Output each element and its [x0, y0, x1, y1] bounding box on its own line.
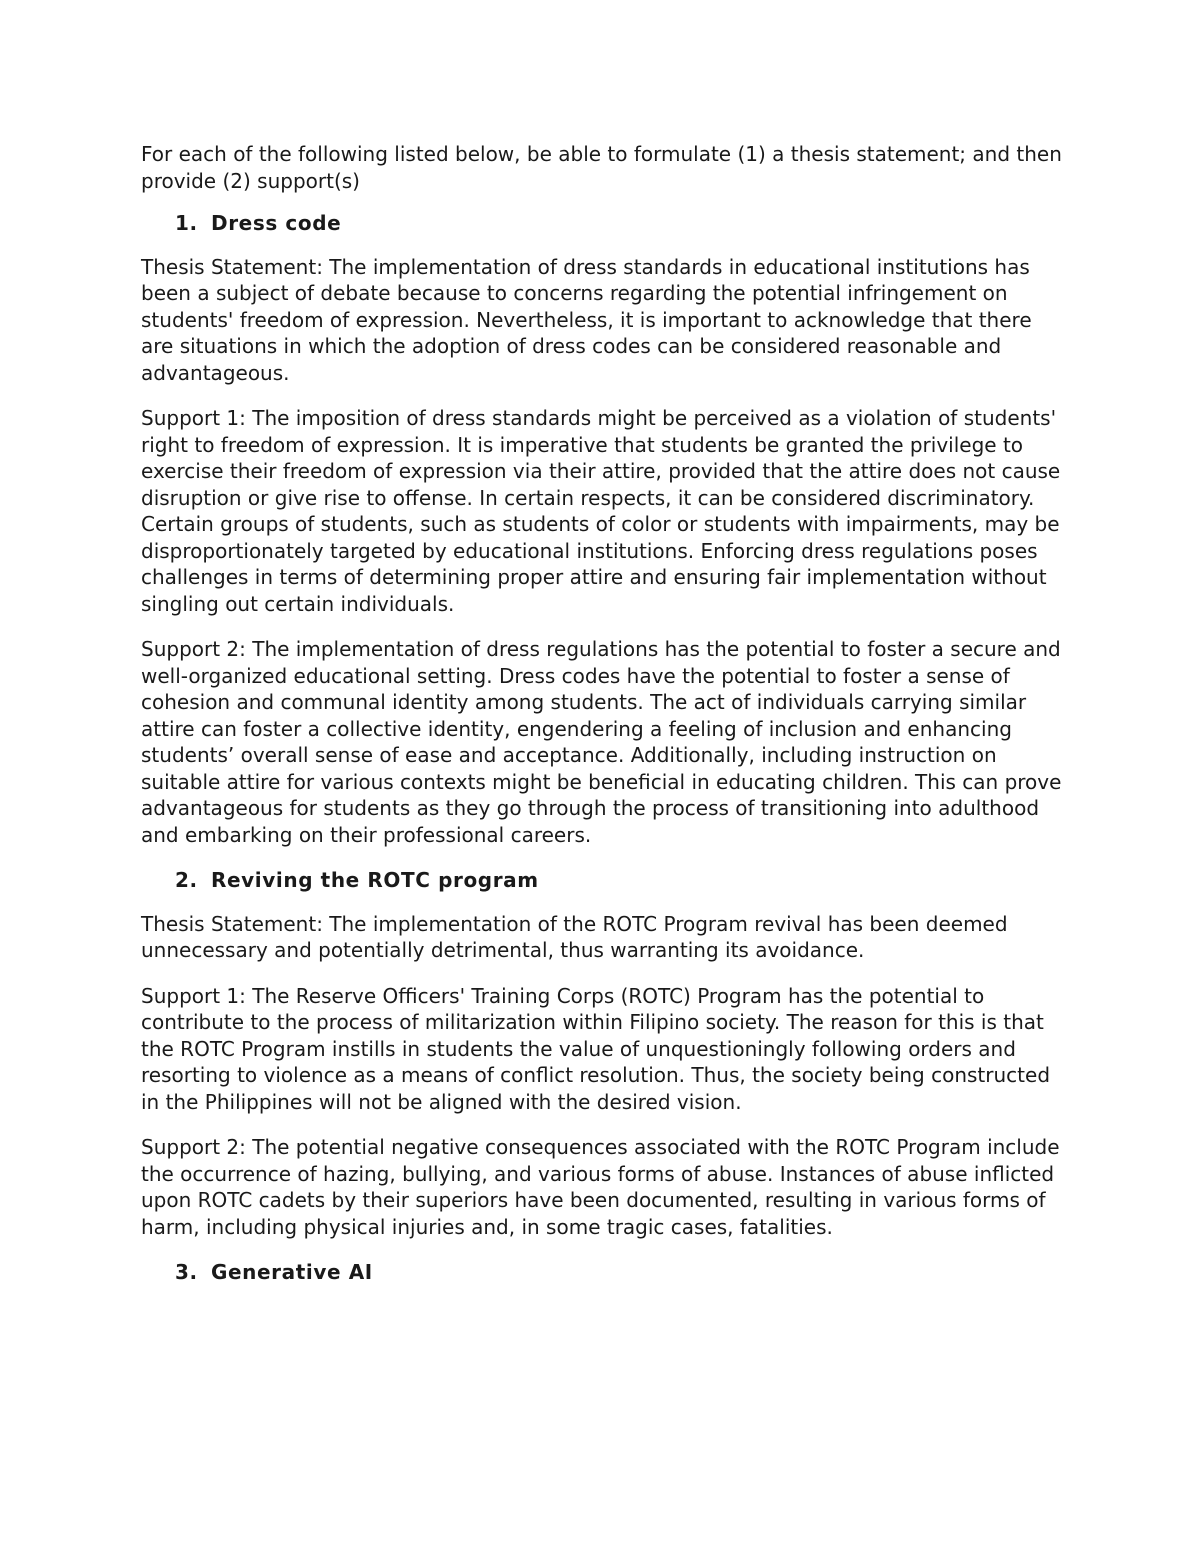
- support-2: Support 2: The potential negative consequences associated with the ROTC Program include the occurrence of hazing, bullying, and various forms of abuse. Instances of abuse inflicted upon ROTC cadets by their superiors have been documented, resulting in various forms of harm, including physical injuries and, in some tragic cases, fatalities.: [141, 1135, 1060, 1239]
- section-heading: [141, 1259, 1066, 1286]
- section-generative-ai: [141, 1259, 1066, 1286]
- section-heading: [141, 867, 1066, 894]
- section-title: Dress code: [211, 211, 342, 235]
- intro-paragraph: For each of the following listed below, be able to formulate (1) a thesis statement; and then provide (2) support(s): [141, 142, 1062, 193]
- document-body: [141, 141, 1066, 1303]
- section-rotc: [141, 867, 1066, 1240]
- support-2: Support 2: The implementation of dress regulations has the potential to foster a secure and well-organized educational setting. Dress codes have the potential to foster a sense of cohesion and communal identity among students. The act of individuals carrying similar attire can foster a collective identity, engendering a feeling of inclusion and enhancing students’ overall sense of ease and acceptance. Additionally, including instruction on suitable attire for various contexts might be beneficial in educating children. This can prove advantageous for students as they go through the process of transitioning into adulthood and embarking on their professional careers.: [141, 637, 1062, 847]
- section-number: 1.: [175, 211, 198, 235]
- thesis-statement: Thesis Statement: The implementation of the ROTC Program revival has been deemed unnecessary and potentially detrimental, thus warranting its avoidance.: [141, 911, 1008, 962]
- support-1: Support 1: The imposition of dress standards might be perceived as a violation of students' right to freedom of expression. It is imperative that students be granted the privilege to exercise their freedom of expression via their attire, provided that the attire does not cause disruption or give rise to offense. In certain respects, it can be considered discriminatory. Certain groups of students, such as students of color or students with impairments, may be disproportionately targeted by educational institutions. Enforcing dress regulations poses challenges in terms of determining proper attire and ensuring fair implementation without singling out certain individuals.: [141, 406, 1061, 616]
- section-dress-code: [141, 210, 1066, 848]
- section-title: Reviving the ROTC program: [211, 868, 539, 892]
- support-1: Support 1: The Reserve Officers' Training Corps (ROTC) Program has the potential to contribute to the process of militarization within Filipino society. The reason for this is that the ROTC Program instills in students the value of unquestioningly following orders and resorting to violence as a means of conflict resolution. Thus, the society being constructed in the Philippines will not be aligned with the desired vision.: [141, 983, 1051, 1114]
- section-heading: [141, 210, 1066, 237]
- thesis-statement: Thesis Statement: The implementation of dress standards in educational institutions has been a subject of debate because to concerns regarding the potential infringement on students' freedom of expression. Nevertheless, it is important to acknowledge that there are situations in which the adoption of dress codes can be considered reasonable and advantageous.: [141, 254, 1032, 385]
- section-title: Generative AI: [211, 1260, 373, 1284]
- section-number: 3.: [175, 1260, 198, 1284]
- section-number: 2.: [175, 868, 198, 892]
